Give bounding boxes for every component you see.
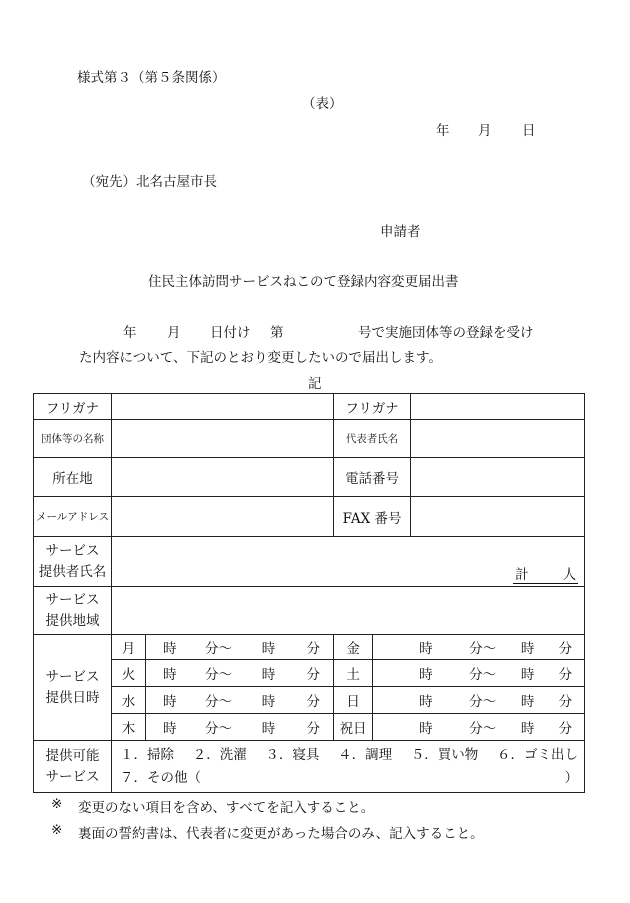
email-field[interactable] <box>112 497 334 537</box>
date-day: 日 <box>522 123 536 139</box>
rep-name-field[interactable] <box>411 420 585 458</box>
service-other-close: ） <box>564 769 579 786</box>
service-option-laundry[interactable]: ２．洗濯 <box>192 746 247 763</box>
phone-field[interactable] <box>411 458 585 497</box>
schedule-day-sat: 土 <box>334 660 373 687</box>
schedule-minute[interactable]: 分 <box>294 687 334 714</box>
available-services-label-line2: サービス <box>45 768 100 785</box>
intro-year: 年 <box>123 325 137 341</box>
schedule-day-mon: 月 <box>112 635 146 660</box>
furigana-label: フリガナ <box>34 394 112 420</box>
date-month: 月 <box>478 123 492 139</box>
schedule-hour[interactable]: 時 <box>509 687 547 714</box>
schedule-hour[interactable]: 時 <box>373 714 457 741</box>
schedule-hour[interactable]: 時 <box>244 714 294 741</box>
furigana-rep-field[interactable] <box>411 394 585 420</box>
schedule-hour[interactable]: 時 <box>373 687 457 714</box>
schedule-hour[interactable]: 時 <box>146 714 194 741</box>
available-services-label <box>34 741 112 793</box>
schedule-hour[interactable]: 時 <box>244 635 294 660</box>
schedule-day-wed: 水 <box>112 687 146 714</box>
addressee: （宛先）北名古屋市長 <box>82 174 217 190</box>
service-other-row <box>120 767 578 790</box>
service-option-other[interactable]: ７．その他（ <box>120 769 201 786</box>
service-area-field[interactable] <box>112 587 585 635</box>
form-number: 様式第３（第５条関係） <box>77 70 226 86</box>
intro-line2: た内容について、下記のとおり変更したいので届出します。 <box>79 350 442 366</box>
service-area-label <box>34 587 112 635</box>
note-1-text: 変更のない項目を含め、すべてを記入すること。 <box>78 800 375 816</box>
schedule-hour[interactable]: 時 <box>146 660 194 687</box>
schedule-minute-from[interactable]: 分〜 <box>194 635 244 660</box>
schedule-minute[interactable]: 分 <box>547 687 585 714</box>
address-field[interactable] <box>112 458 334 497</box>
schedule-day-sun: 日 <box>334 687 373 714</box>
schedule-minute[interactable]: 分 <box>294 714 334 741</box>
schedule-minute-from[interactable]: 分〜 <box>457 714 509 741</box>
phone-label: 電話番号 <box>334 458 411 497</box>
schedule-hour[interactable]: 時 <box>244 687 294 714</box>
schedule-hour[interactable]: 時 <box>146 635 194 660</box>
furigana-org-field[interactable] <box>112 394 334 420</box>
schedule-day-holiday: 祝日 <box>334 714 373 741</box>
schedule-minute-from[interactable]: 分〜 <box>457 660 509 687</box>
form-side: （表） <box>302 96 343 112</box>
schedule-minute-from[interactable]: 分〜 <box>194 687 244 714</box>
available-services-label-line1: 提供可能 <box>45 747 100 764</box>
intro-line1-end: 号で実施団体等の登録を受け <box>358 325 534 341</box>
email-label: メールアドレス <box>34 497 112 537</box>
service-option-bedding[interactable]: ３．寝具 <box>265 746 320 763</box>
address-label: 所在地 <box>34 458 112 497</box>
fax-field[interactable] <box>411 497 585 537</box>
note-1-mark: ※ <box>51 796 63 812</box>
service-days-label <box>34 635 112 741</box>
note-2-mark: ※ <box>51 822 63 838</box>
schedule-minute[interactable]: 分 <box>547 714 585 741</box>
available-services-field <box>112 741 585 793</box>
service-option-cleaning[interactable]: １．掃除 <box>120 746 174 763</box>
service-option-shopping[interactable]: ５．買い物 <box>410 746 479 763</box>
schedule-hour[interactable]: 時 <box>509 714 547 741</box>
note-2-text: 裏面の誓約書は、代表者に変更があった場合のみ、記入すること。 <box>78 826 484 842</box>
schedule-minute-from[interactable]: 分〜 <box>194 714 244 741</box>
applicant-label: 申請者 <box>380 224 421 240</box>
intro-dai: 第 <box>270 325 284 341</box>
schedule-minute[interactable]: 分 <box>294 635 334 660</box>
org-name-label: 団体等の名称 <box>34 420 112 458</box>
schedule-day-thu: 木 <box>112 714 146 741</box>
schedule-hour[interactable]: 時 <box>373 660 457 687</box>
schedule-hour[interactable]: 時 <box>509 660 547 687</box>
ki-mark: 記 <box>308 376 322 392</box>
schedule-hour[interactable]: 時 <box>373 635 457 660</box>
schedule-minute-from[interactable]: 分〜 <box>457 635 509 660</box>
service-days-label-line1: サービス <box>45 668 100 685</box>
provider-names-field[interactable] <box>112 537 585 587</box>
schedule-hour[interactable]: 時 <box>146 687 194 714</box>
org-name-field[interactable] <box>112 420 334 458</box>
schedule-day-fri: 金 <box>334 635 373 660</box>
provider-names-label-line2: 提供者氏名 <box>38 563 107 580</box>
services-list <box>120 744 578 767</box>
persons-label: 人 <box>562 567 577 583</box>
rep-name-label: 代表者氏名 <box>334 420 411 458</box>
document-title: 住民主体訪問サービスねこのて登録内容変更届出書 <box>148 274 459 290</box>
schedule-minute[interactable]: 分 <box>294 660 334 687</box>
provider-count <box>513 567 578 584</box>
schedule-minute[interactable]: 分 <box>547 635 585 660</box>
furigana-rep-label: フリガナ <box>334 394 411 420</box>
schedule-hour[interactable]: 時 <box>509 635 547 660</box>
intro-month: 月 <box>167 325 181 341</box>
schedule-minute-from[interactable]: 分〜 <box>457 687 509 714</box>
service-option-cooking[interactable]: ４．調理 <box>338 746 393 763</box>
service-option-garbage[interactable]: ６．ゴミ出し <box>497 746 579 763</box>
service-area-label-line2: 提供地域 <box>45 612 100 629</box>
total-label: 計 <box>515 567 529 583</box>
fax-label: FAX 番号 <box>334 497 411 537</box>
service-area-label-line1: サービス <box>45 591 100 608</box>
schedule-minute[interactable]: 分 <box>547 660 585 687</box>
schedule-hour[interactable]: 時 <box>244 660 294 687</box>
schedule-day-tue: 火 <box>112 660 146 687</box>
registration-change-form <box>33 393 585 793</box>
date-year: 年 <box>436 123 450 139</box>
service-days-label-line2: 提供日時 <box>45 689 100 706</box>
provider-names-label-line1: サービス <box>45 542 100 559</box>
intro-day-dated: 日付け <box>210 325 251 341</box>
provider-names-label <box>34 537 112 587</box>
schedule-minute-from[interactable]: 分〜 <box>194 660 244 687</box>
